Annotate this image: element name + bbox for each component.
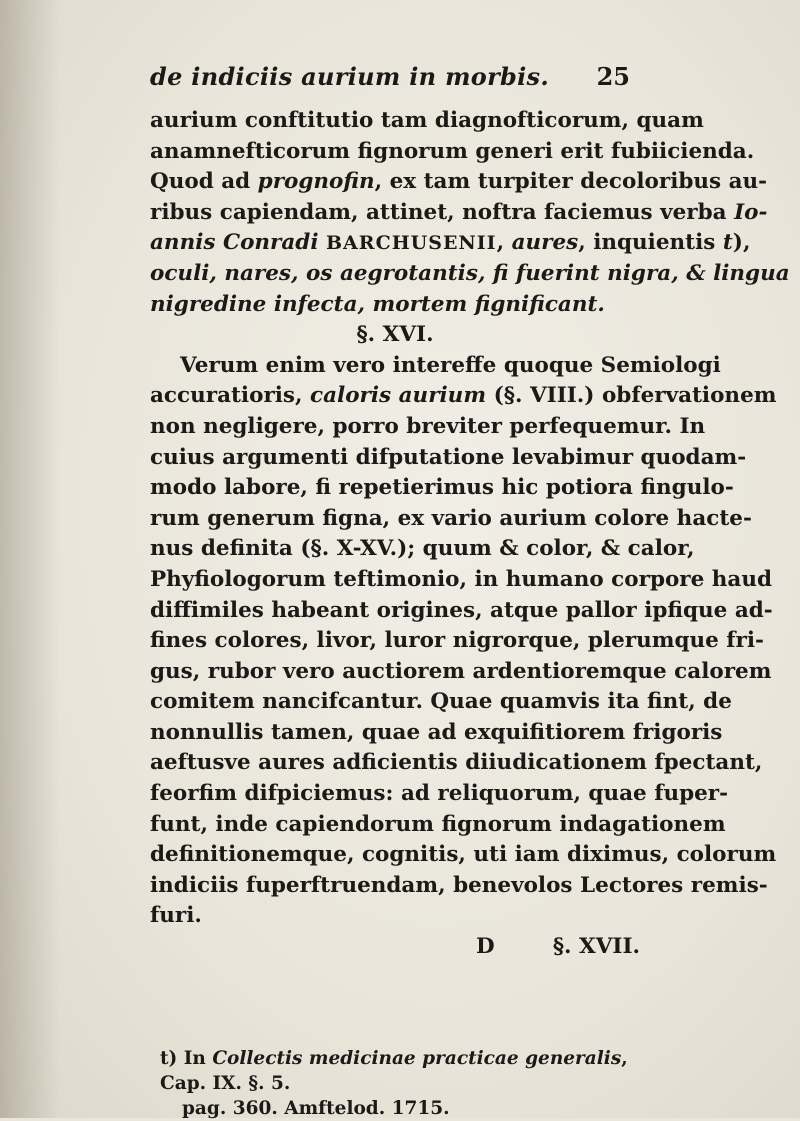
- text-line: ribus capiendam, attinet, noftra faciemus verba Io-: [150, 199, 768, 225]
- signature-row: [150, 932, 640, 972]
- text-line: anamnefticorum fignorum generi erit fubiicienda.: [150, 138, 755, 164]
- text-line: non negligere, porro breviter perfequemur. In: [150, 413, 706, 439]
- text-line: annis Conradi BARCHUSENII, aures, inquientis t),: [150, 230, 751, 256]
- text-line: fines colores, livor, luror nigrorque, plerumque fri-: [150, 628, 764, 654]
- page-body: [150, 106, 790, 972]
- running-head: de indiciis aurium in morbis.: [150, 62, 549, 91]
- page-number: 25: [596, 62, 630, 91]
- text-line: nonnullis tamen, quae ad exquifitiorem frigoris: [150, 719, 723, 745]
- catchword: §. XVII.: [552, 934, 640, 960]
- text-line: definitionemque, cognitis, uti iam diximus, colorum: [150, 842, 777, 868]
- text-line: aeftusve aures adficientis diiudicationem fpectant,: [150, 750, 763, 776]
- text-line: furi.: [150, 903, 202, 929]
- footnote: [160, 1046, 640, 1121]
- text-line: nus definita (§. X-XV.); quum & color, & calor,: [150, 536, 695, 562]
- text-line: rum generum figna, ex vario aurium colore hacte-: [150, 505, 752, 531]
- text-line: Verum enim vero intereffe quoque Semiologi: [180, 352, 721, 378]
- text-line: cuius argumenti difputatione levabimur quodam-: [150, 444, 747, 470]
- footnote-line-1: t) In Collectis medicinae practicae generalis, Cap. IX. §. 5.: [160, 1048, 628, 1094]
- text-line: modo labore, fi repetierimus hic potiora fingulo-: [150, 475, 734, 501]
- page-edge-shadow: [0, 0, 60, 1118]
- page-header: [150, 62, 630, 94]
- text-line: aurium conftitutio tam diagnofticorum, quam: [150, 108, 704, 133]
- text-line: Quod ad prognofin, ex tam turpiter decoloribus au-: [150, 169, 768, 195]
- text-line: funt, inde capiendorum fignorum indagationem: [150, 811, 726, 837]
- footnote-marker: t): [160, 1048, 178, 1069]
- signature-mark: D: [476, 934, 495, 960]
- text-line: gus, rubor vero auctiorem ardentioremque calorem: [150, 658, 772, 684]
- text-line: feorfim difpiciemus: ad reliquorum, quae fuper-: [150, 781, 729, 807]
- text-line: Phyfiologorum teftimonio, in humano corpore haud: [150, 566, 773, 592]
- text-line: oculi, nares, os aegrotantis, fi fuerint nigra, & lingua: [150, 260, 790, 286]
- paragraph-1: [150, 106, 790, 320]
- text-line: diffimiles habeant origines, atque pallor ipfique ad-: [150, 597, 773, 623]
- text-line: accuratioris, caloris aurium (§. VIII.) obfervationem: [150, 383, 777, 409]
- text-line: comitem nancifcantur. Quae quamvis ita fint, de: [150, 689, 732, 715]
- paragraph-2: [150, 351, 777, 932]
- text-line: indiciis fuperftruendam, benevolos Lectores remis-: [150, 872, 768, 898]
- section-heading: §. XVI.: [356, 322, 434, 348]
- footnote-line-2: pag. 360. Amftelod. 1715.: [182, 1098, 450, 1119]
- text-line: nigredine infecta, mortem fignificant.: [150, 291, 605, 317]
